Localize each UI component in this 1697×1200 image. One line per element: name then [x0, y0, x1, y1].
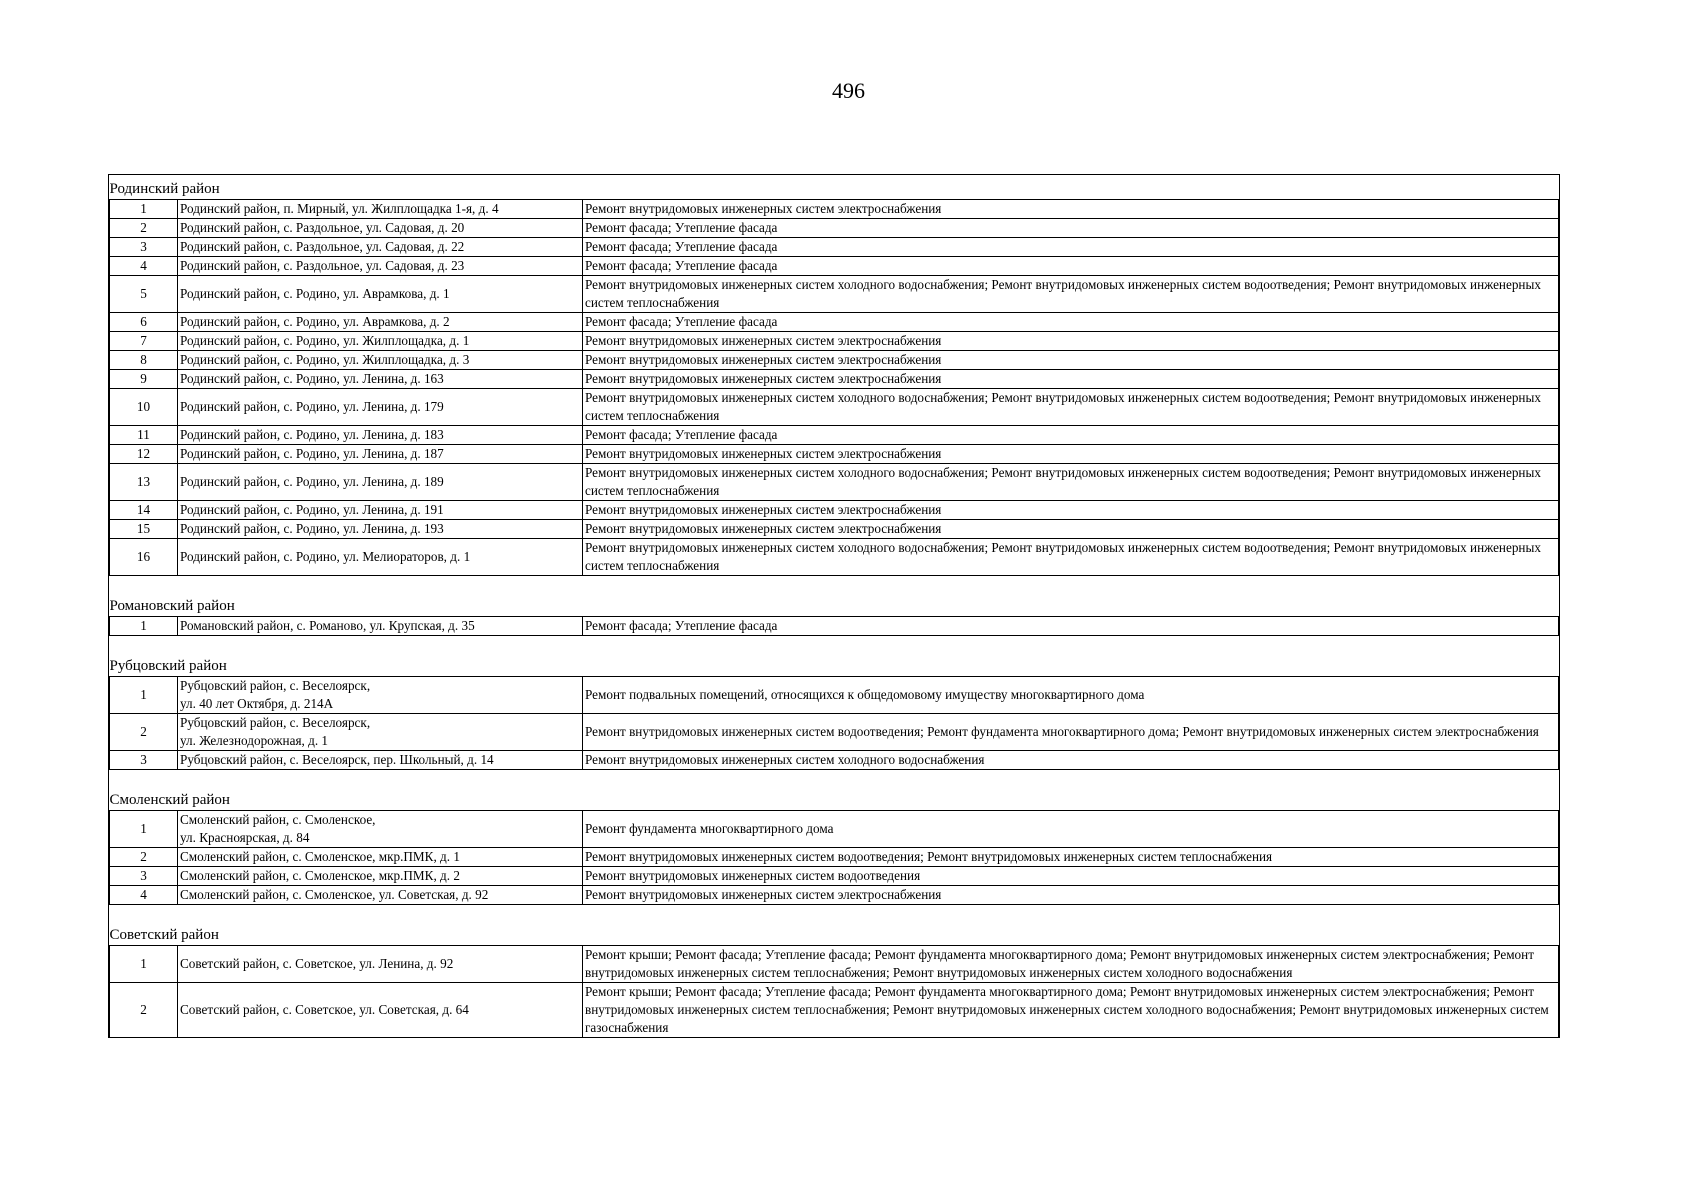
row-number: 3: [110, 751, 178, 770]
work-description: Ремонт фасада; Утепление фасада: [583, 257, 1559, 276]
address-cell: [178, 332, 583, 351]
row-number: 2: [110, 714, 178, 751]
district-title: Рубцовский район: [110, 652, 1559, 677]
table-row: [110, 445, 1559, 464]
page-number: 496: [832, 78, 865, 103]
address-line: Смоленский район, с. Смоленское, мкр.ПМК, д. 1: [180, 849, 460, 864]
address-cell: [178, 520, 583, 539]
address-cell: [178, 617, 583, 636]
address-line: ул. Железнодорожная, д. 1: [180, 733, 329, 748]
address-line: Родинский район, с. Раздольное, ул. Садовая, д. 20: [180, 220, 465, 235]
work-description: Ремонт внутридомовых инженерных систем холодного водоснабжения; Ремонт внутридомовых инженерных систем водоотведения; Ремонт внутридомовых инженерных систем теплоснабжения: [583, 276, 1559, 313]
district-header: [110, 921, 1559, 946]
work-description: Ремонт внутридомовых инженерных систем холодного водоснабжения; Ремонт внутридомовых инженерных систем водоотведения; Ремонт внутридомовых инженерных систем теплоснабжения: [583, 389, 1559, 426]
address-line: Родинский район, с. Родино, ул. Ленина, д. 163: [180, 371, 444, 386]
row-number: 2: [110, 848, 178, 867]
table-row: [110, 426, 1559, 445]
address-line: Рубцовский район, с. Веселоярск, пер. Школьный, д. 14: [180, 752, 494, 767]
work-description: Ремонт внутридомовых инженерных систем электроснабжения: [583, 351, 1559, 370]
address-cell: [178, 539, 583, 576]
work-description: Ремонт внутридомовых инженерных систем электроснабжения: [583, 520, 1559, 539]
district-title: Советский район: [110, 921, 1559, 946]
address-cell: [178, 677, 583, 714]
work-description: Ремонт крыши; Ремонт фасада; Утепление фасада; Ремонт фундамента многоквартирного дома; Ремонт внутридомовых инженерных систем электроснабжения; Ремонт внутридомовых инженерных систем теплоснабжения; Ремонт внутридомовых инженерных систем холодного водоснабжения: [583, 946, 1559, 983]
address-line: Родинский район, с. Родино, ул. Ленина, д. 191: [180, 502, 444, 517]
row-number: 1: [110, 677, 178, 714]
address-line: Родинский район, с. Родино, ул. Мелиораторов, д. 1: [180, 549, 471, 564]
table-row: [110, 351, 1559, 370]
address-line: Смоленский район, с. Смоленское, ул. Советская, д. 92: [180, 887, 489, 902]
address-line: Родинский район, с. Родино, ул. Ленина, д. 193: [180, 521, 444, 536]
address-cell: [178, 848, 583, 867]
section-gap: [110, 636, 1559, 653]
address-cell: [178, 714, 583, 751]
district-header: [110, 652, 1559, 677]
table-row: [110, 257, 1559, 276]
row-number: 3: [110, 238, 178, 257]
row-number: 2: [110, 983, 178, 1038]
address-line: Романовский район, с. Романово, ул. Крупская, д. 35: [180, 618, 475, 633]
address-line: Родинский район, с. Родино, ул. Жилплощадка, д. 3: [180, 352, 470, 367]
address-cell: [178, 886, 583, 905]
address-cell: [178, 276, 583, 313]
work-description: Ремонт внутридомовых инженерных систем электроснабжения: [583, 445, 1559, 464]
address-cell: [178, 313, 583, 332]
address-line: Родинский район, с. Родино, ул. Ленина, д. 179: [180, 399, 444, 414]
section-gap: [110, 770, 1559, 787]
row-number: 8: [110, 351, 178, 370]
table-row: [110, 617, 1559, 636]
work-description: Ремонт фасада; Утепление фасада: [583, 219, 1559, 238]
work-description: Ремонт внутридомовых инженерных систем водоотведения; Ремонт фундамента многоквартирного дома; Ремонт внутридомовых инженерных систем электроснабжения: [583, 714, 1559, 751]
address-line: Родинский район, с. Родино, ул. Ленина, д. 189: [180, 474, 444, 489]
address-line: Родинский район, с. Родино, ул. Жилплощадка, д. 1: [180, 333, 470, 348]
address-line: Советский район, с. Советское, ул. Ленина, д. 92: [180, 956, 454, 971]
district-title: Романовский район: [110, 592, 1559, 617]
district-header: [110, 592, 1559, 617]
address-line: ул. Красноярская, д. 84: [180, 830, 310, 845]
address-cell: [178, 501, 583, 520]
address-cell: [178, 389, 583, 426]
row-number: 5: [110, 276, 178, 313]
row-number: 14: [110, 501, 178, 520]
gap-cell: [110, 905, 1559, 922]
table-row: [110, 714, 1559, 751]
row-number: 13: [110, 464, 178, 501]
row-number: 16: [110, 539, 178, 576]
work-description: Ремонт внутридомовых инженерных систем водоотведения: [583, 867, 1559, 886]
row-number: 10: [110, 389, 178, 426]
table-row: [110, 539, 1559, 576]
address-cell: [178, 867, 583, 886]
work-description: Ремонт внутридомовых инженерных систем электроснабжения: [583, 200, 1559, 219]
address-cell: [178, 445, 583, 464]
address-cell: [178, 200, 583, 219]
table-row: [110, 464, 1559, 501]
address-cell: [178, 464, 583, 501]
row-number: 3: [110, 867, 178, 886]
table-row: [110, 370, 1559, 389]
address-line: Родинский район, п. Мирный, ул. Жилплощадка 1-я, д. 4: [180, 201, 499, 216]
address-cell: [178, 219, 583, 238]
district-header: [110, 175, 1559, 200]
table-row: [110, 501, 1559, 520]
address-cell: [178, 811, 583, 848]
table-row: [110, 313, 1559, 332]
address-line: Родинский район, с. Родино, ул. Ленина, д. 183: [180, 427, 444, 442]
work-description: Ремонт внутридомовых инженерных систем холодного водоснабжения; Ремонт внутридомовых инженерных систем водоотведения; Ремонт внутридомовых инженерных систем теплоснабжения: [583, 464, 1559, 501]
row-number: 1: [110, 811, 178, 848]
repair-table: [108, 174, 1560, 1038]
district-header: [110, 786, 1559, 811]
district-title: Смоленский район: [110, 786, 1559, 811]
row-number: 7: [110, 332, 178, 351]
row-number: 4: [110, 886, 178, 905]
table-row: [110, 389, 1559, 426]
table-row: [110, 946, 1559, 983]
work-description: Ремонт фасада; Утепление фасада: [583, 313, 1559, 332]
table-row: [110, 200, 1559, 219]
row-number: 2: [110, 219, 178, 238]
district-title: Родинский район: [110, 175, 1559, 200]
table-row: [110, 751, 1559, 770]
table-row: [110, 238, 1559, 257]
row-number: 15: [110, 520, 178, 539]
address-line: Родинский район, с. Родино, ул. Аврамкова, д. 1: [180, 286, 450, 301]
section-gap: [110, 905, 1559, 922]
address-line: Родинский район, с. Родино, ул. Аврамкова, д. 2: [180, 314, 450, 329]
gap-cell: [110, 770, 1559, 787]
table-row: [110, 520, 1559, 539]
address-line: Смоленский район, с. Смоленское,: [180, 812, 376, 827]
work-description: Ремонт фасада; Утепление фасада: [583, 426, 1559, 445]
address-line: Родинский район, с. Раздольное, ул. Садовая, д. 22: [180, 239, 465, 254]
table-row: [110, 867, 1559, 886]
table-row: [110, 677, 1559, 714]
row-number: 9: [110, 370, 178, 389]
address-line: Рубцовский район, с. Веселоярск,: [180, 678, 371, 693]
work-description: Ремонт внутридомовых инженерных систем холодного водоснабжения; Ремонт внутридомовых инженерных систем водоотведения; Ремонт внутридомовых инженерных систем теплоснабжения: [583, 539, 1559, 576]
work-description: Ремонт фасада; Утепление фасада: [583, 617, 1559, 636]
row-number: 6: [110, 313, 178, 332]
work-description: Ремонт фасада; Утепление фасада: [583, 238, 1559, 257]
work-description: Ремонт внутридомовых инженерных систем электроснабжения: [583, 370, 1559, 389]
table-row: [110, 983, 1559, 1038]
address-cell: [178, 426, 583, 445]
row-number: 1: [110, 617, 178, 636]
work-description: Ремонт внутридомовых инженерных систем электроснабжения: [583, 886, 1559, 905]
address-cell: [178, 983, 583, 1038]
address-cell: [178, 751, 583, 770]
row-number: 1: [110, 200, 178, 219]
address-line: ул. 40 лет Октября, д. 214А: [180, 696, 334, 711]
gap-cell: [110, 576, 1559, 593]
address-line: Смоленский район, с. Смоленское, мкр.ПМК, д. 2: [180, 868, 460, 883]
work-description: Ремонт внутридомовых инженерных систем электроснабжения: [583, 501, 1559, 520]
section-gap: [110, 576, 1559, 593]
table-row: [110, 332, 1559, 351]
table-row: [110, 276, 1559, 313]
address-cell: [178, 238, 583, 257]
address-cell: [178, 946, 583, 983]
address-cell: [178, 351, 583, 370]
table-row: [110, 848, 1559, 867]
address-cell: [178, 257, 583, 276]
table-row: [110, 219, 1559, 238]
row-number: 4: [110, 257, 178, 276]
gap-cell: [110, 636, 1559, 653]
table-body: [110, 175, 1559, 1038]
work-description: Ремонт внутридомовых инженерных систем холодного водоснабжения: [583, 751, 1559, 770]
work-description: Ремонт фундамента многоквартирного дома: [583, 811, 1559, 848]
work-description: Ремонт крыши; Ремонт фасада; Утепление фасада; Ремонт фундамента многоквартирного дома; Ремонт внутридомовых инженерных систем электроснабжения; Ремонт внутридомовых инженерных систем теплоснабжения; Ремонт внутридомовых инженерных систем холодного водоснабжения; Ремонт внутридомовых инженерных систем газоснабжения: [583, 983, 1559, 1038]
address-cell: [178, 370, 583, 389]
address-line: Рубцовский район, с. Веселоярск,: [180, 715, 371, 730]
address-line: Советский район, с. Советское, ул. Советская, д. 64: [180, 1002, 469, 1017]
row-number: 12: [110, 445, 178, 464]
table-row: [110, 811, 1559, 848]
address-line: Родинский район, с. Родино, ул. Ленина, д. 187: [180, 446, 444, 461]
work-description: Ремонт внутридомовых инженерных систем электроснабжения: [583, 332, 1559, 351]
table-row: [110, 886, 1559, 905]
work-description: Ремонт подвальных помещений, относящихся к общедомовому имуществу многоквартирного дома: [583, 677, 1559, 714]
address-line: Родинский район, с. Раздольное, ул. Садовая, д. 23: [180, 258, 465, 273]
row-number: 11: [110, 426, 178, 445]
row-number: 1: [110, 946, 178, 983]
work-description: Ремонт внутридомовых инженерных систем водоотведения; Ремонт внутридомовых инженерных систем теплоснабжения: [583, 848, 1559, 867]
